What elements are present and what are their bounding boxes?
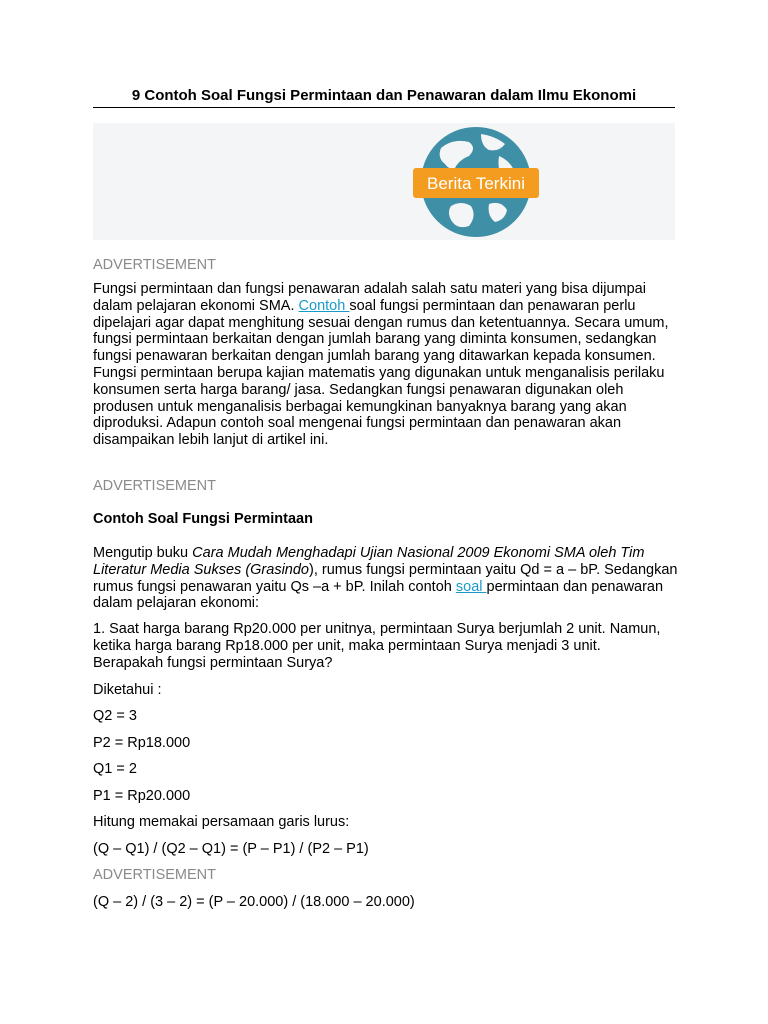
quote-text: Mengutip buku [93, 545, 193, 561]
question-1: 1. Saat harga barang Rp20.000 per unitnya, permintaan Surya berjumlah 2 unit. Namun, ketika harga barang Rp18.000 per unit, maka permintaan Surya menjadi 3 unit. Berapakah fungsi permintaan Surya? [93, 621, 661, 671]
value-p1: P1 = Rp20.000 [93, 788, 191, 804]
banner-image [93, 123, 675, 240]
method-text: Hitung memakai persamaan garis lurus: [93, 814, 350, 830]
step-1: (Q – 2) / (3 – 2) = (P – 20.000) / (18.000 – 20.000) [93, 894, 415, 910]
logo-text: Berita Terkini [427, 174, 525, 193]
advertisement-label: ADVERTISEMENT [93, 257, 217, 273]
intro-text-continued: soal fungsi permintaan dan penawaran perlu dipelajari agar dapat menghitung sesuai dengan rumus dan ketentuannya. Secara umum, fungsi permintaan berkaitan dengan jumlah barang yang diminta konsumen, sedangkan fungsi penawaran berkaitan dengan jumlah barang yang ditawarkan kepada konsumen. Fungsi permintaan berupa kajian matematis yang digunakan untuk menganalisis perilaku konsumen serta harga barang/ jasa. Sedangkan fungsi penawaran digunakan oleh produsen untuk menganalisis berbagai kemungkinan banyaknya barang yang akan diproduksi. Adapun contoh soal mengenai fungsi permintaan dan penawaran akan disampaikan lebih lanjut di artikel ini. [93, 297, 669, 449]
intro-paragraph [93, 281, 683, 449]
quote-paragraph [93, 545, 678, 612]
known-label: Diketahui : [93, 682, 162, 698]
globe-icon [411, 126, 541, 238]
quote-text-continued: ), rumus fungsi permintaan yaitu Qd = a – bP. Sedangkan rumus fungsi penawaran yaitu Qs –a + bP. Inilah contoh [93, 561, 678, 595]
intro-text: Fungsi permintaan dan fungsi penawaran adalah salah satu materi yang bisa dijumpai dalam pelajaran ekonomi SMA. [93, 281, 646, 314]
quote-text-end: permintaan dan penawaran dalam pelajaran ekonomi: [93, 578, 664, 612]
advertisement-label: ADVERTISEMENT [93, 478, 217, 494]
contoh-link[interactable]: Contoh [298, 297, 350, 314]
book-title: Cara Mudah Menghadapi Ujian Nasional 2009 Ekonomi SMA oleh Tim Literatur Media Sukses (Grasindo [93, 545, 645, 578]
soal-link[interactable]: soal [455, 578, 487, 595]
value-p2: P2 = Rp18.000 [93, 735, 191, 751]
advertisement-label: ADVERTISEMENT [93, 867, 217, 883]
formula: (Q – Q1) / (Q2 – Q1) = (P – P1) / (P2 – P1) [93, 841, 369, 857]
section-heading: Contoh Soal Fungsi Permintaan [93, 511, 313, 527]
value-q2: Q2 = 3 [93, 708, 137, 724]
value-q1: Q1 = 2 [93, 761, 137, 777]
page-title: 9 Contoh Soal Fungsi Permintaan dan Penawaran dalam Ilmu Ekonomi [93, 86, 675, 108]
